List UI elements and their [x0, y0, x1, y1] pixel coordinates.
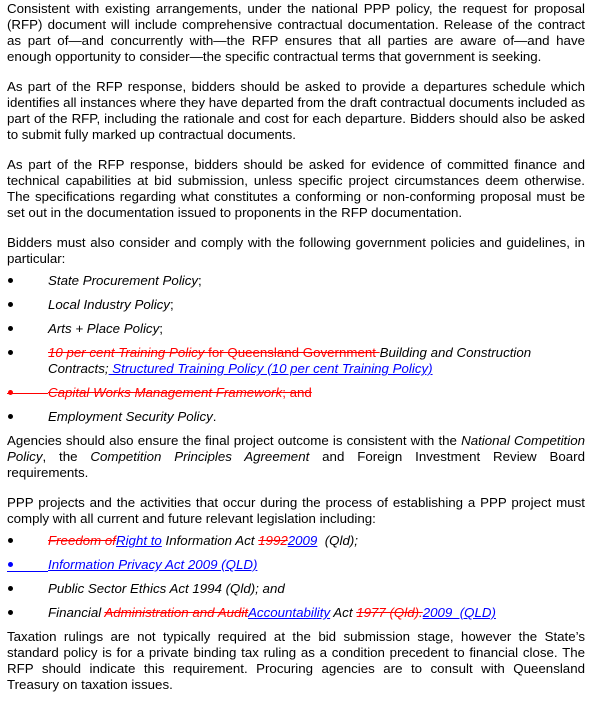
bullet-icon [7, 581, 48, 597]
legislation-list [7, 533, 585, 621]
policy-suffix: . [212, 409, 217, 424]
legislation-name: Information Act [161, 533, 259, 548]
inserted-text: Right to [116, 533, 162, 548]
deleted-text: 10 per cent Training Policy [48, 345, 205, 360]
list-item [7, 321, 585, 337]
bullet-icon [7, 321, 48, 337]
bullet-icon [7, 297, 48, 313]
list-item [7, 605, 585, 621]
paragraph-rfp-documentation: Consistent with existing arrangements, under the national PPP policy, the request for proposal (RFP) document will include comprehensive contractual documentation. Release of the contract as part of—and concurrently with—the RFP ensures that all parties are aware of—and have enough opportunity to consider—the specific contractual terms that government is seeking. [7, 1, 585, 64]
inserted-text: Information Privacy Act 2009 (QLD) [48, 557, 258, 572]
deleted-text: Freedom of [48, 533, 116, 548]
bullet-icon [7, 533, 48, 549]
bullet-icon [7, 605, 48, 621]
list-item [7, 345, 585, 377]
list-item [7, 409, 585, 425]
paragraph-committed-finance: As part of the RFP response, bidders should be asked for evidence of committed finance and technical capabilities at bid submission, unless specific project circumstances deem otherwise. The specifications regarding what constitutes a conforming or non-conforming proposal must be set out in the documentation issued to proponents in the RFP documentation. [7, 157, 585, 220]
inserted-text: Accountability [248, 605, 331, 620]
policy-suffix: ; [169, 297, 174, 312]
policy-suffix: ; [159, 321, 163, 336]
text-run: , the [42, 449, 91, 464]
legislation-name: Public Sector Ethics Act 1994 (Qld); and [48, 581, 285, 596]
legislation-name: Act [330, 605, 357, 620]
policy-reference: National Competition Policy [7, 433, 585, 464]
list-item-inserted [7, 557, 585, 573]
paragraph-government-policies-intro: Bidders must also consider and comply with the following government policies and guidelines, in particular: [7, 235, 585, 266]
inserted-text: 2009 [287, 533, 318, 548]
paragraph-legislation-intro: PPP projects and the activities that occur during the process of establishing a PPP project must comply with all current and future relevant legislation including: [7, 495, 585, 526]
legislation-name: Financial [48, 605, 105, 620]
bullet-icon [7, 557, 48, 573]
list-item [7, 533, 585, 549]
bullet-icon [7, 385, 48, 401]
policy-name: Local Industry Policy [48, 297, 170, 312]
deleted-text: Administration and Audit [104, 605, 249, 620]
list-item [7, 297, 585, 313]
deleted-text: Capital Works Management Framework [48, 385, 283, 400]
text-run: and Foreign Investment Review Board requirements. [7, 449, 585, 480]
policy-name: Building and Construction Contracts; [48, 345, 532, 376]
deleted-text: ; and [282, 385, 312, 400]
legislation-suffix: (Qld); [317, 533, 358, 548]
text-run: Agencies should also ensure the final project outcome is consistent with the [7, 433, 462, 448]
policy-name: State Procurement Policy [48, 273, 199, 288]
deleted-text: 1977 (Qld). [356, 605, 423, 620]
paragraph-departures-schedule: As part of the RFP response, bidders should be asked to provide a departures schedule which identifies all instances where they have departed from the draft contractual documents included as part of the RFP, including the rationale and cost for each departure. Bidders should also be asked to submit fully marked up contractual documents. [7, 79, 586, 142]
paragraph-national-competition [7, 433, 585, 481]
bullet-icon [7, 345, 48, 361]
list-item [7, 273, 585, 289]
inserted-text: Structured Training Policy (10 per cent Training Policy) [108, 361, 433, 376]
bullet-icon [7, 409, 48, 425]
list-item-deleted [7, 385, 585, 401]
policy-suffix: ; [198, 273, 202, 288]
deleted-text: 1992 [258, 533, 288, 548]
list-item [7, 581, 585, 597]
policy-name: Arts + Place Policy [48, 321, 160, 336]
paragraph-taxation-rulings: Taxation rulings are not typically required at the bid submission stage, however the State’s standard policy is for a private binding tax ruling as a condition precedent to financial close. The RFP should indicate this requirement. Procuring agencies are to consult with Queensland Treasury on taxation issues. [7, 629, 585, 692]
policies-list [7, 273, 585, 425]
bullet-icon [7, 273, 48, 289]
policy-reference: Competition Principles Agreement [90, 449, 310, 464]
deleted-text: for Queensland Government [204, 345, 380, 360]
inserted-text: 2009 (QLD) [422, 605, 496, 620]
policy-name: Employment Security Policy [48, 409, 213, 424]
